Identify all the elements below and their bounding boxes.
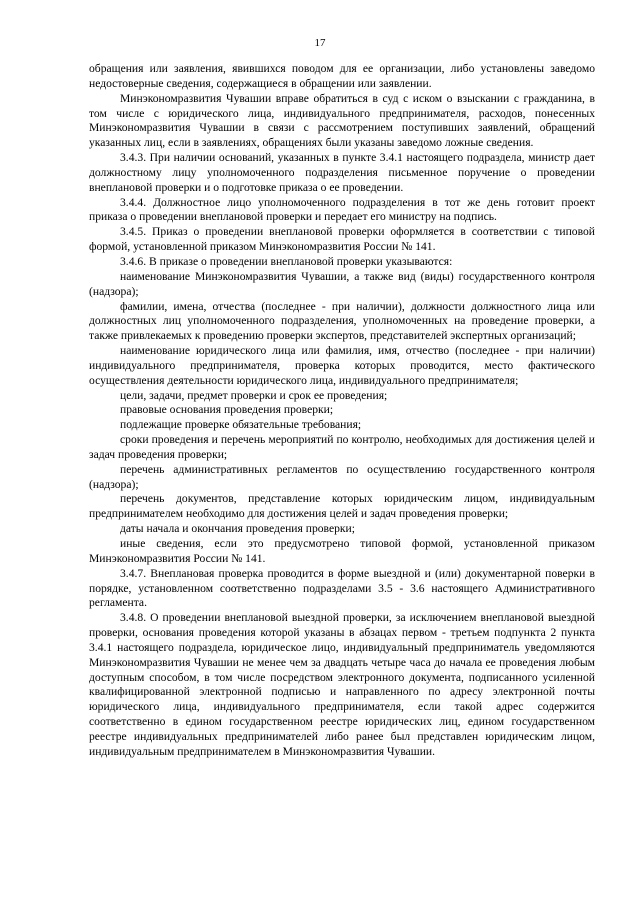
paragraph-3-4-3: 3.4.3. При наличии оснований, указанных в пункте 3.4.1 настоящего подраздела, министр дает должностному лицу уполномоченного подразделения письменное поручение о проведении внеплановой проверки и о подготовке приказа о ее проведении. [89, 151, 595, 194]
paragraph-3-4-5: 3.4.5. Приказ о проведении внеплановой проверки оформляется в соответствии с типовой формой, установленной приказом Минэкономразвития России № 141. [89, 225, 595, 254]
list-item: цели, задачи, предмет проверки и срок ее проведения; [120, 388, 388, 402]
list-item: наименование Минэкономразвития Чувашии, а также вид (виды) государственного контроля (надзора); [89, 269, 595, 298]
paragraph: обращения или заявления, явившихся поводом для ее организации, либо установлены заведомо недостоверные сведения, содержащиеся в обращении или заявлении. [89, 62, 595, 90]
list-item: иные сведения, если это предусмотрено типовой формой, установленной приказом Минэкономразвития России № 141. [89, 537, 595, 565]
list-item: даты начала и окончания проведения проверки; [120, 522, 355, 536]
document-body [89, 62, 595, 760]
list-item: правовые основания проведения проверки; [120, 403, 334, 417]
list-item: фамилии, имена, отчества (последнее - при наличии), должности должностного лица или должностных лиц уполномоченного подразделения, уполномоченных на проведение проверки, а также привлекаемых к проведению проверки экспертов, представителей экспертных организаций; [89, 299, 595, 343]
paragraph-3-4-8: 3.4.8. О проведении внеплановой выездной проверки, за исключением внеплановой выездной проверки, основания проведения которой указаны в абзацах первом - третьем подпункта 2 пункта 3.4.1 настоящего подраздела, юридическое лицо, индивидуальный предприниматель уведомляются Минэкономразвития Чувашии не менее чем за двадцать четыре часа до начала ее проведения любым доступным способом, в том числе посредством электронного документа, подписанного усиленной квалифицированной электронной подписью и направленного по адресу электронной почты юридического лица, индивидуального предпринимателя, если такой адрес содержится соответственно в едином государственном реестре юридических лиц, едином государственном реестре индивидуальных предпринимателей либо ранее был представлен юридическим лицом, индивидуальным предпринимателем в Минэкономразвития Чувашии. [89, 611, 595, 758]
page-number: 17 [314, 37, 326, 49]
paragraph-3-4-6: 3.4.6. В приказе о проведении внеплановой проверки указываются: [120, 254, 453, 268]
list-item: сроки проведения и перечень мероприятий по контролю, необходимых для достижения целей и задач проведения проверки; [89, 433, 595, 461]
list-item: наименование юридического лица или фамилия, имя, отчество (последнее - при наличии) индивидуального предпринимателя, проверка которых проводится, место фактического осуществления деятельности юридического лица, индивидуального предпринимателя; [89, 344, 595, 387]
paragraph-3-4-7: 3.4.7. Внеплановая проверка проводится в форме выездной и (или) документарной поверки в порядке, установленном соответственно подразделами 3.5 - 3.6 настоящего Административного регламента. [89, 566, 595, 610]
list-item: подлежащие проверке обязательные требования; [120, 418, 362, 432]
paragraph: Минэкономразвития Чувашии вправе обратиться в суд с иском о взыскании с гражданина, в том числе с юридического лица, индивидуального предпринимателя, расходов, понесенных Минэкономразвития Чувашии в связи с рассмотрением поступивших заявлений, обращений указанных лиц, если в заявлениях, обращениях были указаны заведомо ложные сведения. [89, 91, 595, 150]
list-item: перечень административных регламентов по осуществлению государственного контроля (надзора); [89, 462, 595, 491]
list-item: перечень документов, представление которых юридическим лицом, индивидуальным предпринимателем необходимо для достижения целей и задач проведения проверки; [89, 492, 595, 521]
paragraph-3-4-4: 3.4.4. Должностное лицо уполномоченного подразделения в тот же день готовит проект приказа о проведении внеплановой проверки и передает его министру на подпись. [89, 195, 595, 224]
